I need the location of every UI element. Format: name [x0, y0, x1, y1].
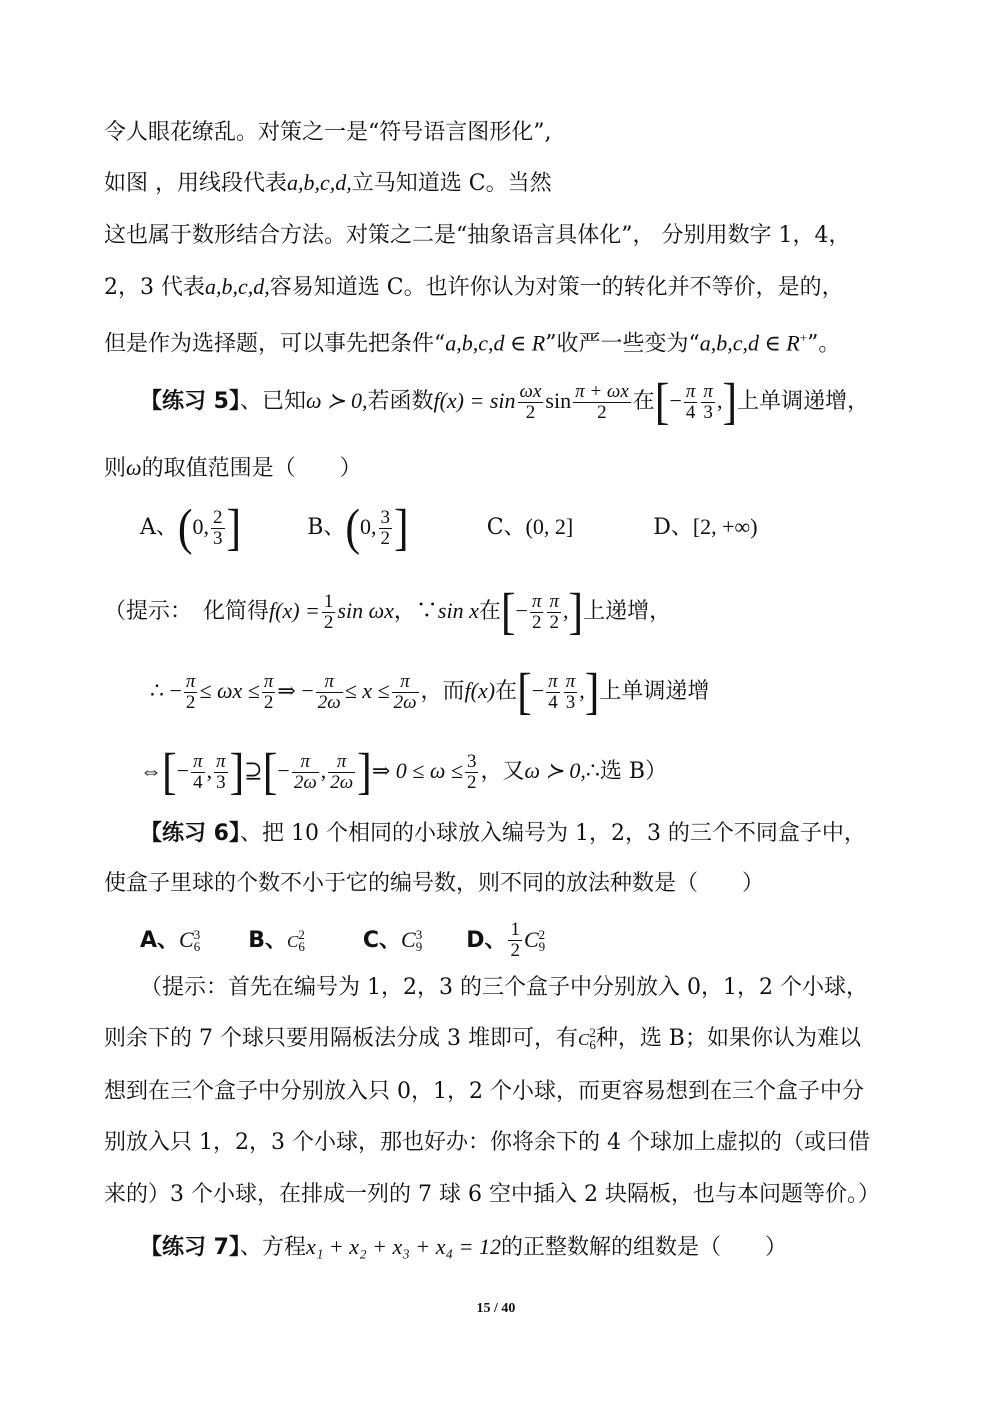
math-var: C	[179, 926, 194, 952]
denominator: 2	[323, 611, 334, 633]
denominator: 2	[525, 401, 536, 423]
text: 上递增，	[583, 599, 672, 624]
right-bracket: ]	[568, 583, 584, 640]
text: 令人眼花缭乱。对策之一是“符号语言图形化”,	[104, 120, 552, 145]
numerator: 1	[323, 590, 334, 612]
text: 、把 10 个相同的小球放入编号为 1，2，3 的三个不同盒子中，	[239, 821, 866, 846]
fraction	[379, 508, 393, 549]
hint-6-line-3	[104, 1077, 864, 1107]
fraction	[547, 592, 561, 633]
denominator: 3	[213, 527, 223, 549]
denominator: 4	[685, 401, 696, 423]
fraction	[530, 592, 544, 633]
text: 2，3 代表	[104, 275, 205, 300]
text: 的正整数解的组数是（ ）	[501, 1235, 788, 1260]
fraction	[508, 920, 522, 961]
option-d	[653, 515, 757, 540]
left-bracket: [	[654, 373, 670, 430]
text: 则余下的 7 个球只要用隔板法分成 3 堆即可，有	[104, 1026, 578, 1051]
text: 别放入只 1，2，3 个小球，那也好办：你将余下的 4 个球加上虚拟的（或曰借	[104, 1130, 870, 1155]
superscript: 2	[589, 1025, 596, 1040]
text: 的取值范围是（ ）	[141, 456, 362, 481]
exercise-label: 【练习 5】	[140, 389, 240, 414]
hint-6-line-5	[104, 1180, 880, 1210]
math-vars: a,b,c,d,	[287, 170, 352, 195]
option-c	[487, 515, 574, 540]
superscript: 2	[538, 926, 546, 942]
fraction	[322, 592, 336, 633]
option-label: C、	[486, 515, 526, 540]
exercise-5-stem: 【练习 5】、已知ω ≻ 0,若函数f(x) = sin $\frac{\omega x}{2}$ sin $\frac{\pi + \omega x}{2}$ 在[− $\frac{\pi}{4}$ $\frac{\pi}{3}$ ,]上单调递增，	[140, 373, 870, 430]
text-line-3	[104, 221, 850, 251]
text: 但是作为选择题，可以事先把条件“	[104, 331, 446, 357]
numerator: π	[703, 380, 713, 402]
denominator: 2	[380, 527, 391, 549]
math-expr: sin ωx	[337, 598, 394, 623]
hint-5-line-3: ⇔[− $\frac{\pi}{4}$ , $\frac{\pi}{3}$ ]⊇[− $\frac{\pi}{2\omega}$ , $\frac{\pi}{2\omega}$ ]⇒ 0 ≤ ω ≤ $\frac{3}{2}$ ，又ω ≻ 0,∴选 B）	[140, 743, 668, 800]
subscript: 6	[298, 938, 305, 954]
numerator: π	[185, 670, 196, 692]
denominator: 2ω	[393, 691, 417, 713]
text: 若函数	[367, 389, 434, 414]
exercise-label: 【练习 6】	[140, 821, 240, 846]
numerator: ωx	[519, 380, 542, 402]
left-bracket: [	[500, 583, 516, 640]
denominator: 2	[263, 691, 274, 713]
denominator: 2	[597, 401, 607, 423]
page-number: 15 / 40	[476, 1301, 516, 1316]
left-paren: (	[177, 499, 193, 556]
text-line-1	[104, 118, 552, 148]
math-var: C	[401, 926, 416, 952]
text: （提示：首先在编号为 1，2，3 的三个盒子中分别放入 0，1，2 个小球，	[140, 975, 868, 1000]
fraction	[564, 672, 578, 713]
denominator: 4	[548, 691, 558, 713]
math-var: C	[287, 931, 299, 951]
option-label: B、	[248, 927, 287, 953]
denominator: 2	[466, 771, 477, 793]
option-a: A、(0, $\frac{2}{3}$ ]	[140, 499, 242, 556]
denominator: 2	[185, 691, 196, 713]
fraction	[392, 672, 419, 713]
text: 来的）3 个小球，在排成一列的 7 球 6 空中插入 2 块隔板，也与本问题等价。）	[104, 1182, 880, 1207]
math-var: C	[577, 1030, 590, 1049]
fraction	[211, 508, 225, 549]
text: 上单调递增	[599, 679, 710, 704]
fraction	[465, 752, 479, 793]
numerator: 1	[510, 919, 520, 940]
math-op: ⇒ −	[277, 678, 314, 703]
option-d	[466, 919, 546, 961]
numerator: π	[316, 672, 343, 693]
right-bracket: ]	[722, 373, 738, 430]
text: 种，选 B；如果你认为难以	[595, 1026, 861, 1051]
text: 、已知	[239, 389, 306, 414]
denominator: 2	[549, 611, 559, 633]
hint-5-line-1: （提示： 化简得f(x) = $\frac{1}{2}$ sin ωx，∵sin x在[− $\frac{\pi}{2}$ $\frac{\pi}{2}$ ,]上递增，	[104, 583, 672, 640]
text: 这也属于数形结合方法。对策之二是“抽象语言具体化”， 分别用数字 1，4，	[104, 223, 851, 248]
hint-6-line-4	[104, 1128, 870, 1158]
numerator: 2	[213, 506, 223, 528]
text: 上单调递增，	[737, 389, 870, 414]
option-label: C、	[362, 927, 401, 953]
subscript: 6	[589, 1037, 596, 1052]
math-func: sin	[545, 388, 572, 413]
numerator: π	[392, 672, 419, 693]
fraction	[328, 752, 355, 793]
math-op: ∴ −	[150, 678, 182, 703]
fraction	[292, 752, 319, 793]
left-bracket: [	[162, 743, 177, 800]
math-op: ⇔	[140, 758, 162, 783]
subscript: 6	[193, 938, 201, 954]
text: ，∵	[393, 599, 438, 624]
exercise-6-stem	[140, 819, 866, 849]
option-b	[248, 928, 305, 953]
text: 、方程	[239, 1235, 306, 1260]
text: 在	[632, 389, 655, 414]
numerator: π	[685, 380, 696, 402]
math-expr: ω ≻ 0,	[524, 758, 586, 783]
denominator: 2	[510, 940, 520, 961]
text: （提示： 化简得	[104, 599, 270, 624]
text-line-2	[104, 168, 552, 199]
right-bracket: ]	[226, 499, 242, 556]
exercise-7-stem	[140, 1232, 787, 1263]
text-line-4	[104, 272, 844, 303]
superscript: 3	[193, 926, 201, 942]
text: 在	[495, 679, 518, 704]
option-a	[140, 928, 200, 953]
right-bracket: ]	[394, 499, 409, 556]
math-expr: sin x	[437, 598, 479, 623]
text: 在	[478, 599, 501, 624]
math-expr: a,b,c,d ∈ R	[699, 330, 800, 356]
numerator: π	[263, 670, 274, 692]
fraction	[184, 672, 198, 713]
fraction	[214, 752, 228, 793]
option-label: A、	[140, 927, 180, 953]
denominator: 3	[216, 771, 226, 793]
text: 如图 ，用线段代表	[104, 171, 287, 196]
right-bracket: ]	[584, 663, 600, 720]
exercise-5-question	[104, 453, 362, 484]
math-expr: ≤ x ≤	[344, 678, 390, 703]
math-expr: a,b,c,d ∈ R	[445, 330, 546, 356]
denominator: 2ω	[317, 691, 341, 713]
left-paren: (	[345, 499, 361, 556]
denominator: 3	[703, 401, 713, 423]
numerator: π	[328, 752, 355, 773]
text: ”。	[807, 331, 841, 357]
fraction	[701, 382, 715, 423]
denominator: 2ω	[293, 771, 317, 793]
subscript: 9	[538, 938, 546, 954]
text: 使盒子里球的个数不小于它的编号数，则不同的放法种数是（ ）	[104, 871, 765, 896]
text: 容易知道选 C。也许你认为对策一的转化并不等价，是的，	[269, 275, 844, 300]
math-vars: a,b,c,d,	[205, 274, 270, 299]
numerator: π	[216, 750, 226, 772]
superscript: 2	[298, 926, 305, 942]
text: ，而	[420, 679, 465, 704]
fraction	[316, 672, 343, 713]
option-value: [2, +∞)	[692, 514, 758, 539]
math-var: C	[523, 926, 539, 952]
numerator: π	[548, 670, 558, 692]
math-expr: ≤ ωx ≤	[199, 678, 260, 703]
right-bracket: ]	[357, 743, 372, 800]
fraction	[573, 382, 631, 423]
text: 则	[104, 456, 127, 481]
superscript: 3	[415, 926, 423, 942]
left-bracket: [	[517, 663, 532, 720]
exercise-6-stem-2	[104, 869, 764, 899]
math-expr: ⇒ 0 ≤ ω ≤	[371, 758, 463, 783]
numerator: π + ωx	[575, 380, 629, 402]
left-bracket: [	[262, 743, 278, 800]
subscript: 9	[415, 938, 423, 954]
math-var: ω	[126, 455, 142, 480]
text-line-5	[104, 323, 840, 359]
option-value: (0, 2]	[525, 514, 574, 539]
option-label: B、	[307, 515, 346, 540]
superscript: +	[799, 330, 808, 345]
denominator: 4	[193, 771, 203, 793]
numerator: π	[549, 590, 559, 612]
text: 立马知道选 C。当然	[351, 171, 552, 196]
fraction	[191, 752, 205, 793]
hint-5-line-2: ∴ − $\frac{\pi}{2}$ ≤ ωx ≤ $\frac{\pi}{2}$ ⇒ − $\frac{\pi}{2\omega}$ ≤ x ≤ $\frac{\pi}{2\omega}$ ，而f(x)在[− $\frac{\pi}{4}$ $\frac{\pi}{3}$ ,]上单调递增	[150, 663, 710, 720]
denominator: 2	[531, 611, 542, 633]
fraction	[518, 382, 544, 423]
exercise-label: 【练习 7】	[140, 1235, 240, 1260]
numerator: π	[292, 752, 319, 773]
exercise-6-options	[140, 920, 545, 961]
math-op: ⊇	[244, 758, 263, 783]
fraction	[546, 672, 560, 713]
math-expr: x₁ + x₂ + x₃ + x₄ = 12	[305, 1234, 502, 1259]
denominator: 2ω	[330, 771, 354, 793]
hint-6-line-2	[104, 1024, 861, 1055]
numerator: 3	[380, 506, 391, 528]
option-b: B、(0, $\frac{3}{2}$ ]	[307, 499, 409, 556]
text: ∴选 B）	[585, 759, 668, 784]
text: 想到在三个盒子中分别放入只 0，1，2 个小球，而更容易想到在三个盒子中分	[104, 1079, 864, 1104]
text: ，又	[480, 759, 525, 784]
numerator: π	[565, 670, 576, 692]
numerator: 3	[466, 750, 477, 772]
exercise-5-options	[140, 499, 758, 556]
option-c	[363, 928, 422, 953]
option-label: D、	[466, 927, 507, 953]
math-expr: ω ≻ 0,	[305, 388, 368, 413]
math-expr: f(x) =	[269, 598, 320, 623]
option-label: D、	[653, 515, 693, 540]
fraction	[684, 382, 698, 423]
fraction	[262, 672, 276, 713]
denominator: 3	[565, 691, 576, 713]
math-expr: f(x)	[464, 678, 496, 703]
option-label: A、	[140, 515, 178, 540]
right-bracket: ]	[229, 743, 245, 800]
hint-6-line-1	[140, 973, 868, 1003]
numerator: π	[193, 750, 203, 772]
numerator: π	[531, 590, 542, 612]
text: ”收严一些变为“	[545, 331, 700, 357]
math-expr: f(x) = sin	[433, 388, 516, 413]
